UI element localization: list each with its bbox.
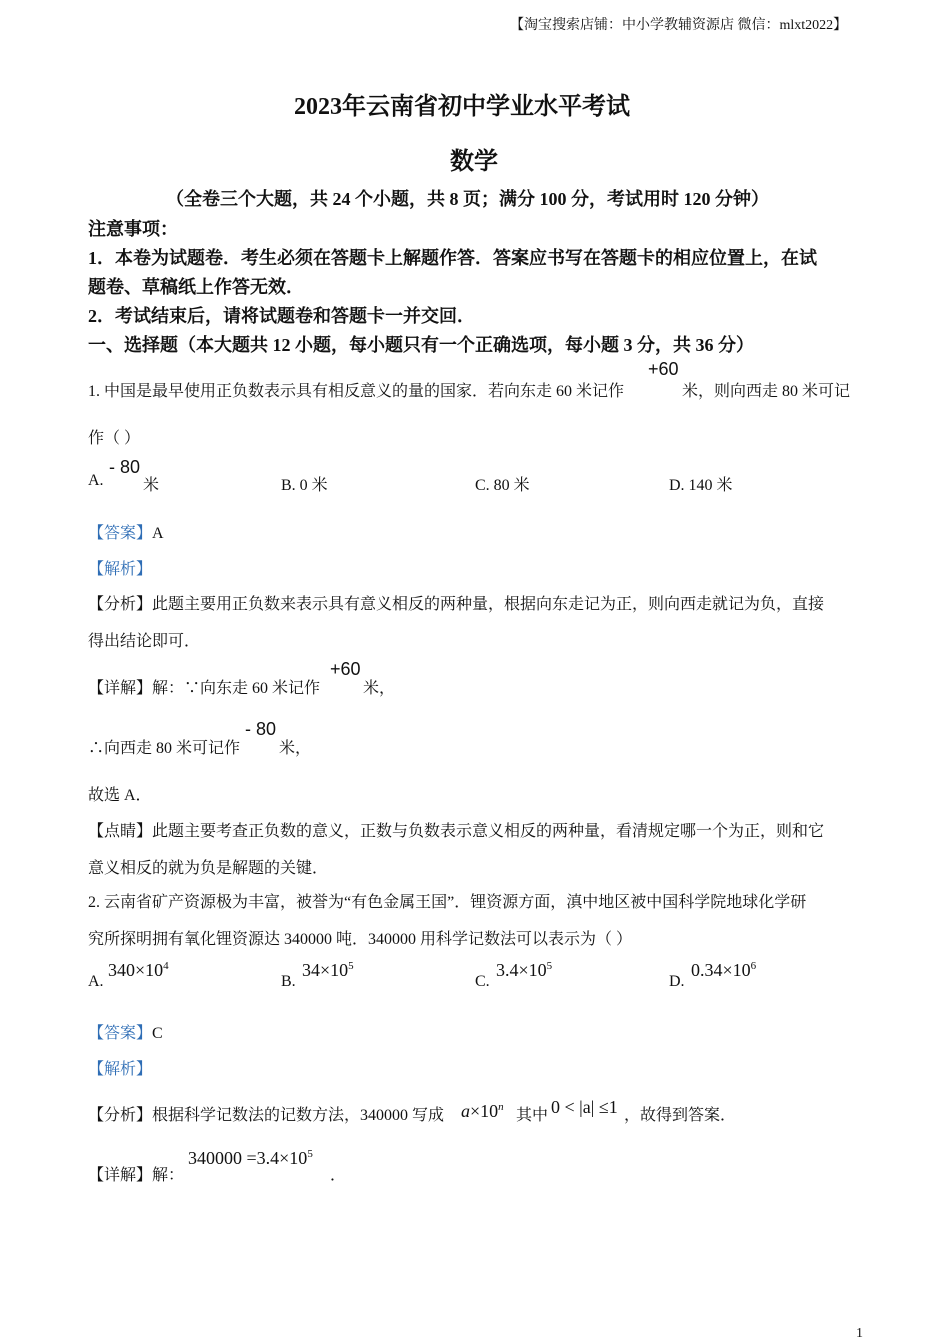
notice-heading: 注意事项： [88, 219, 178, 239]
q2-option-c-base: 3.4×10 [496, 960, 547, 980]
q2-option-a-exp: 4 [163, 960, 169, 972]
q1-xiangjie-text: 解：∵向东走 60 米记作 [152, 680, 321, 697]
header-note: 【淘宝搜索店铺：中小学教辅资源店 微信：mlxt2022】 [510, 18, 848, 33]
notice-item2: 2．考试结束后，请将试题卷和答题卡一并交回． [88, 306, 475, 326]
q2-fenxi-math-b: ×10 [470, 1101, 499, 1121]
q1-xiangjie-tag: 【详解】 [88, 680, 153, 697]
q1-xiangjie-line [88, 675, 320, 698]
q1-option-b: B. 0 米 [281, 477, 328, 494]
q1-fenxi-text1: 此题主要用正负数来表示具有意义相反的两种量，根据向东走记为正，则向西走就记为负，直接 [152, 596, 825, 613]
q2-option-a-label: A. [88, 973, 104, 990]
exam-info: （全卷三个大题，共 24 个小题，共 8 页；满分 100 分，考试用时 120 分钟） [166, 189, 769, 209]
q1-fenxi-line1 [88, 591, 824, 614]
notice-item1-line1: 1．本卷为试题卷．考生必须在答题卡上解题作答．答案应书写在答题卡的相应位置上，在试 [88, 248, 817, 268]
page-title: 2023年云南省初中学业水平考试 [294, 94, 630, 120]
notice-item1-line2: 题卷、草稿纸上作答无效． [88, 277, 304, 297]
q1-dianjing-text1: 此题主要考查正负数的意义，正数与负数表示意义相反的两种量，看清规定哪一个为正，则和它 [152, 823, 825, 840]
q2-option-c-math [496, 960, 552, 981]
q2-xiangjie-exp: 5 [307, 1148, 313, 1160]
q2-option-c-label: C. [475, 973, 490, 990]
q1-answer-tag: 【答案】 [88, 525, 153, 542]
q1-answer-line [88, 520, 164, 543]
q2-option-d-base: 0.34×10 [691, 960, 751, 980]
q1-answer: A [152, 525, 164, 542]
section-heading: 一、选择题（本大题共 12 小题，每小题只有一个正确选项，每小题 3 分，共 36 分） [88, 335, 754, 355]
q2-fenxi-condition: 0 < |a| ≤1 [551, 1097, 618, 1117]
q2-xiangjie-line [88, 1162, 184, 1185]
q2-option-d-exp: 6 [750, 960, 757, 972]
q1-therefore-math: - 80 [245, 719, 277, 739]
q2-xiangjie-math [188, 1148, 313, 1169]
q1-option-a-label: A. [88, 472, 104, 489]
q2-fenxi-line [88, 1102, 444, 1125]
q2-option-b-math [302, 960, 354, 981]
q2-fenxi-tag: 【分析】 [88, 1107, 153, 1124]
q2-analysis-tag: 【解析】 [88, 1061, 153, 1078]
q1-option-a-math: - 80 [109, 457, 141, 477]
q1-option-d: D. 140 米 [669, 477, 733, 494]
q2-answer-tag: 【答案】 [88, 1025, 153, 1042]
q2-option-b-exp: 5 [348, 960, 354, 972]
q2-xiangjie-math-base: 340000 =3.4×10 [188, 1148, 308, 1168]
q2-fenxi-math-a: a [461, 1101, 470, 1121]
q2-option-d-math [691, 960, 756, 981]
q1-dianjing-tag: 【点睛】 [88, 823, 153, 840]
q2-answer: C [152, 1025, 163, 1042]
q2-option-b-label: B. [281, 973, 296, 990]
q2-xiangjie-tag: 【详解】 [88, 1167, 153, 1184]
q1-stem-a: 1. 中国是最早使用正负数表示具有相反意义的量的国家．若向东走 60 米记作 [88, 383, 625, 400]
q1-stem-c: 作（ ） [88, 430, 141, 447]
q1-dianjing-line2: 意义相反的就为负是解题的关键． [88, 860, 329, 877]
q1-xiangjie-math: +60 [330, 659, 361, 679]
q1-analysis-tag: 【解析】 [88, 561, 153, 578]
q2-xiangjie-text: 解： [152, 1167, 185, 1184]
q1-stem-b: 米，则向西走 80 米可记 [682, 383, 851, 400]
q1-option-a-unit: 米 [143, 477, 160, 494]
subject-title: 数学 [450, 149, 498, 175]
q2-fenxi-math [461, 1101, 504, 1122]
q2-fenxi-math-n: n [498, 1101, 504, 1113]
q2-option-b-base: 34×10 [302, 960, 349, 980]
q2-option-c-exp: 5 [546, 960, 553, 972]
q2-stem-line1: 2. 云南省矿产资源极为丰富，被誉为“有色金属王国”．锂资源方面，滇中地区被中国科学院地球化学研 [88, 894, 807, 911]
q1-fenxi-line2: 得出结论即可． [88, 633, 201, 650]
q1-dianjing-line1 [88, 818, 824, 841]
q1-option-c: C. 80 米 [475, 477, 530, 494]
q2-xiangjie-end: ． [330, 1167, 347, 1184]
q1-xiangjie-unit: 米， [363, 680, 396, 697]
q2-fenxi-end: ，故得到答案． [624, 1107, 737, 1124]
page-number: 1 [856, 1326, 863, 1341]
q1-therefore-unit: 米， [279, 740, 312, 757]
q2-answer-line [88, 1020, 163, 1043]
q2-option-a-base: 340×10 [108, 960, 164, 980]
q2-fenxi-text: 根据科学记数法的记数方法，340000 写成 [152, 1107, 445, 1124]
q1-conclusion: 故选 A． [88, 787, 152, 804]
q2-option-d-label: D. [669, 973, 685, 990]
q2-fenxi-qizhong: 其中 [516, 1107, 549, 1124]
q2-stem-line2: 究所探明拥有氧化锂资源达 340000 吨．340000 用科学记数法可以表示为（ ） [88, 931, 633, 948]
q1-fenxi-tag: 【分析】 [88, 596, 153, 613]
q2-option-a-math [108, 960, 169, 981]
q1-math-plus60: +60 [648, 359, 679, 379]
q1-therefore-text: ∴向西走 80 米可记作 [88, 740, 241, 757]
